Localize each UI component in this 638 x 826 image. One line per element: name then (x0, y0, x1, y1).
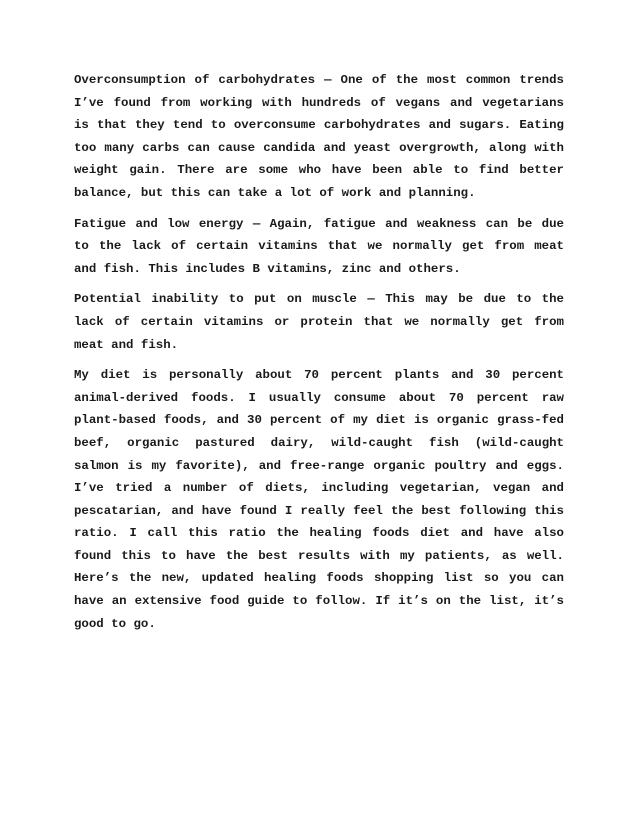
document-body (74, 69, 564, 643)
paragraph-fatigue: Fatigue and low energy — Again, fatigue and weakness can be due to the lack of certain vitamins that we normally get from meat and fish. This includes B vitamins, zinc and others. (74, 216, 564, 276)
paragraph-muscle: Potential inability to put on muscle — This may be due to the lack of certain vitamins or protein that we normally get from meat and fish. (74, 292, 564, 352)
paragraph-diet: My diet is personally about 70 percent plants and 30 percent animal-derived foods. I usually consume about 70 percent raw plant-based foods, and 30 percent of my diet is organic grass-fed beef, organic pastured dairy, wild-caught fish (wild-caught salmon is my favorite), and free-range organic poultry and eggs. I’ve tried a number of diets, including vegetarian, vegan and pescatarian, and have found I really feel the best following this ratio. I call this ratio the healing foods diet and have also found this to have the best results with my patients, as well. Here’s the new, updated healing foods shopping list so you can have an extensive food guide to follow. If it’s on the list, it’s good to go. (74, 368, 564, 631)
paragraph-carbohydrates: Overconsumption of carbohydrates — One of the most common trends I’ve found from working with hundreds of vegans and vegetarians is that they tend to overconsume carbohydrates and sugars. Eating too many carbs can cause candida and yeast overgrowth, along with weight gain. There are some who have been able to find better balance, but this can take a lot of work and planning. (74, 73, 564, 200)
